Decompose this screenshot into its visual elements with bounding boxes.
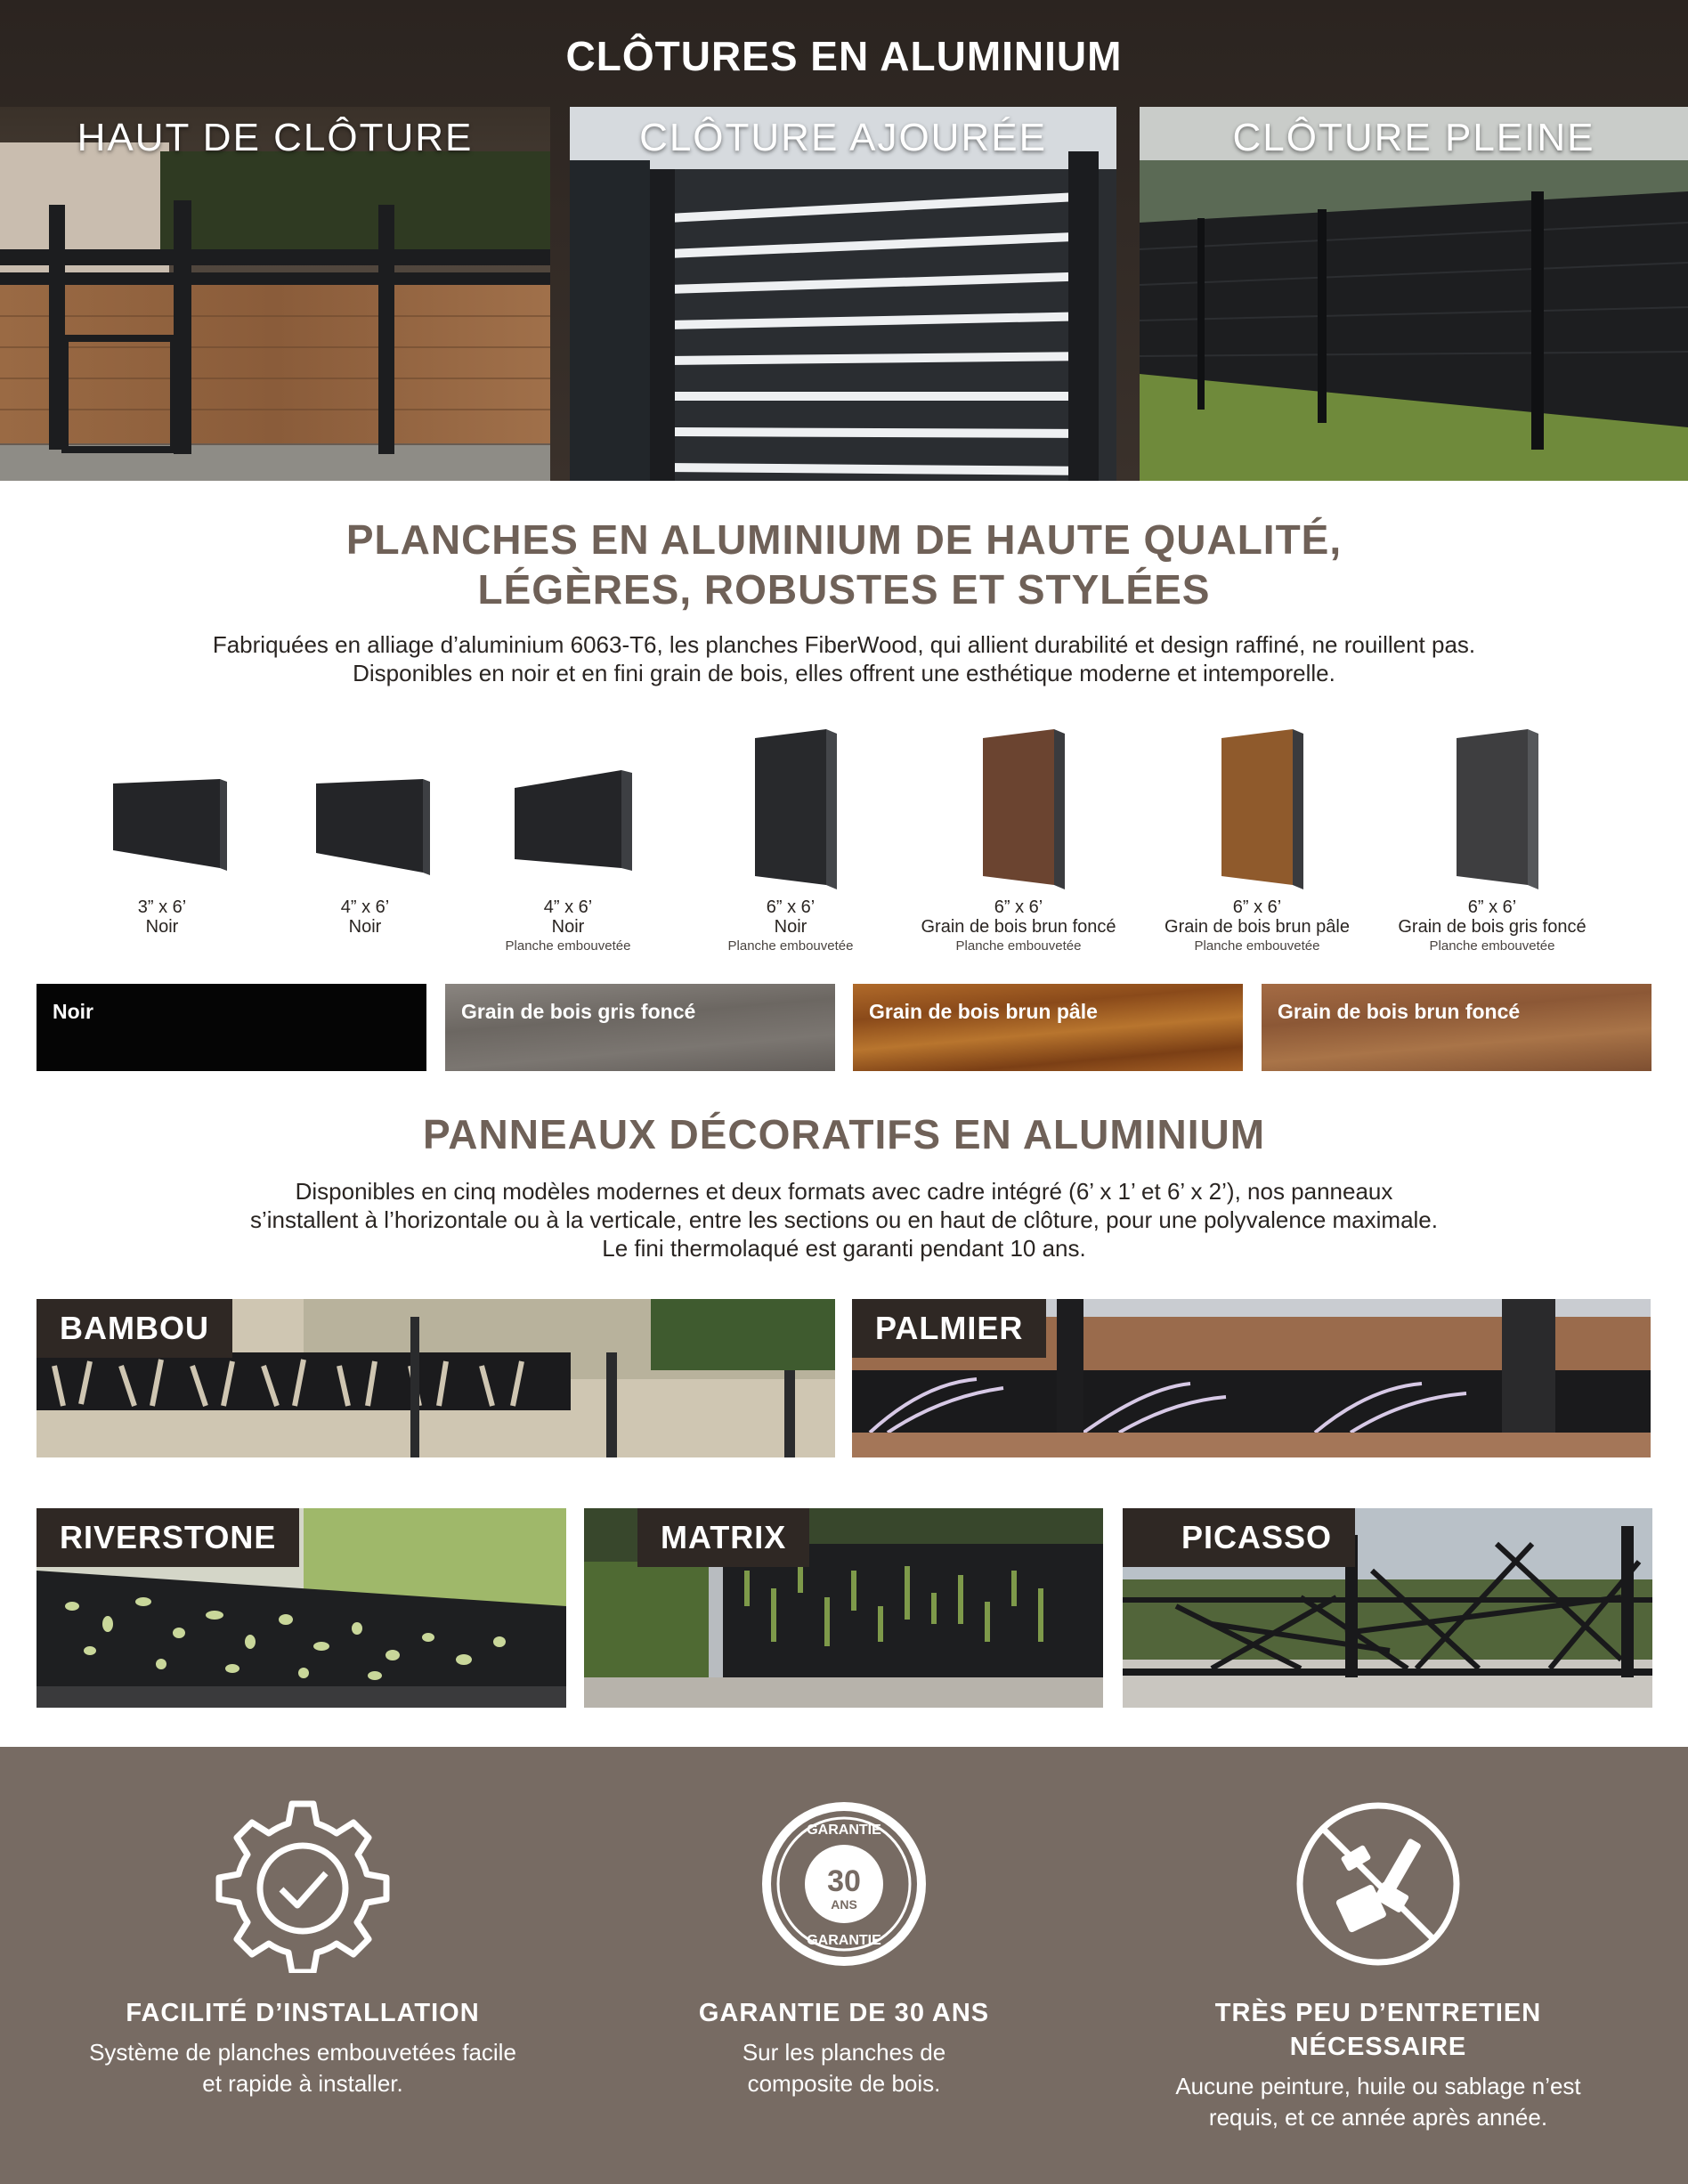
plank-6x6-dark-gray-image [1430,725,1554,894]
plank-dim: 6” x 6’ [766,897,816,917]
deco-panel-matrix [584,1508,1103,1708]
seal-unit: ANS [831,1897,857,1912]
plank-name: Noir [145,917,179,937]
slatted-fence-photo [570,107,1116,481]
hero-title: CLÔTURES EN ALUMINIUM [565,33,1123,79]
seal-bottom-text: GARANTIE [807,1933,881,1948]
plank-sub: Planche embouvetée [727,938,854,954]
plank-sub: Planche embouvetée [505,938,631,954]
swatch-label: Grain de bois brun pâle [869,1000,1098,1023]
deco-label-palmier: PALMIER [852,1299,1046,1358]
no-maintenance-icon [1289,1795,1467,1973]
hero-caption-2: CLÔTURE AJOURÉE [639,116,1047,159]
features-band [0,1747,1688,2184]
deco-label-picasso: PICASSO [1123,1508,1355,1567]
plank-name: Noir [774,917,807,937]
feature-desc-line2: requis, et ce année après année. [1208,2104,1548,2131]
feature-maintenance [1111,1747,1645,2131]
feature-desc-line2: et rapide à installer. [202,2070,403,2097]
feature-desc-line1: Aucune peinture, huile ou sablage n’est [1175,2073,1581,2099]
plank-dim: 3” x 6’ [137,897,187,917]
hero-panel-haut-de-cloture [0,107,550,481]
plank-name: Noir [551,917,585,937]
swatch-gris-fonce [445,984,835,1071]
plank-name: Grain de bois brun pâle [1165,917,1350,937]
plank-dim: 6” x 6’ [994,897,1043,917]
plank-card [912,721,1125,962]
feature-title: TRÈS PEU D’ENTRETIEN [1214,1999,1542,2027]
deco-panel-riverstone [37,1508,566,1708]
hero-caption-3: CLÔTURE PLEINE [1232,116,1595,159]
deco-label-matrix: MATRIX [637,1508,809,1567]
deco-description-line2: s’installent à l’horizontale ou à la verticale, entre les sections ou en haut de clôture, pour une polyvalence maximale. [250,1206,1438,1233]
plank-3x6-black-image [86,748,238,881]
deco-panel-bambou [37,1299,835,1457]
plank-dim: 6” x 6’ [1467,897,1517,917]
swatch-brun-pale [853,984,1243,1071]
plank-dim: 6” x 6’ [1232,897,1282,917]
planks-title [0,515,1688,614]
deco-description-line1: Disponibles en cinq modèles modernes et deux formats avec cadre intégré (6’ x 1’ et 6’ x 2’), nos panneaux [295,1178,1393,1205]
plank-6x6-dark-brown-image [956,725,1081,894]
planks-title-line1: PLANCHES EN ALUMINIUM DE HAUTE QUALITÉ, [345,516,1343,563]
deco-description-line3: Le fini thermolaqué est garanti pendant 10 ans. [602,1235,1086,1262]
feature-desc-line2: composite de bois. [747,2070,941,2097]
deco-label-riverstone: RIVERSTONE [37,1508,299,1567]
swatch-label: Noir [53,1000,93,1023]
seal-number: 30 [827,1864,861,1898]
hero-caption-1: HAUT DE CLÔTURE [77,116,474,159]
feature-title-line2: NÉCESSAIRE [1289,2033,1467,2061]
planks-description-line2: Disponibles en noir et en fini grain de bois, elles offrent une esthétique moderne et intemporelle. [353,660,1335,686]
swatch-label: Grain de bois brun foncé [1278,1000,1521,1023]
feature-title: FACILITÉ D’INSTALLATION [126,1999,480,2027]
plank-dim: 4” x 6’ [543,897,593,917]
planks-title-line2: LÉGÈRES, ROBUSTES ET STYLÉES [477,566,1211,613]
plank-card [461,721,675,962]
seal-top-text: GARANTIE [807,1823,881,1838]
warranty-seal-icon [755,1795,933,1973]
plank-card [684,721,897,962]
swatch-brun-fonce [1262,984,1651,1071]
plank-sub: Planche embouvetée [1429,938,1555,954]
feature-desc-line1: Système de planches embouvetées facile [89,2039,516,2066]
plank-name: Noir [348,917,382,937]
hero-panel-cloture-ajouree [570,107,1116,481]
plank-name: Grain de bois gris foncé [1398,917,1587,937]
plank-sub: Planche embouvetée [955,938,1082,954]
feature-title: GARANTIE DE 30 ANS [698,1999,990,2027]
deco-title: PANNEAUX DÉCORATIFS EN ALUMINIUM [422,1111,1266,1157]
fence-top-photo [0,107,550,481]
swatch-noir [37,984,426,1071]
solid-fence-photo [1140,107,1688,481]
hero-banner [0,0,1688,481]
plank-card [55,721,269,962]
swatch-label: Grain de bois gris foncé [461,1000,696,1023]
deco-description [0,1177,1688,1262]
feature-installation [36,1747,570,2097]
feature-desc-line1: Sur les planches de [742,2039,946,2066]
plank-6x6-light-brown-image [1195,725,1319,894]
planks-description [0,630,1688,687]
plank-card [258,721,472,962]
plank-sub: Planche embouvetée [1194,938,1320,954]
plank-4x6-black-tongue-groove-image [488,748,648,881]
plank-card [1385,721,1599,962]
feature-warranty [577,1747,1111,2097]
plank-card [1150,721,1364,962]
plank-4x6-black-image [289,748,441,881]
plank-name: Grain de bois brun foncé [921,917,1116,937]
deco-panel-picasso [1123,1508,1652,1708]
deco-panel-palmier [852,1299,1651,1457]
hero-panel-cloture-pleine [1140,107,1688,481]
deco-label-bambou: BAMBOU [37,1299,232,1358]
gear-check-icon [214,1795,392,1973]
planks-description-line1: Fabriquées en alliage d’aluminium 6063-T6, les planches FiberWood, qui allient durabilité et design raffiné, ne rouillent pas. [212,631,1476,658]
plank-6x6-black-image [728,725,853,894]
plank-dim: 4” x 6’ [340,897,390,917]
